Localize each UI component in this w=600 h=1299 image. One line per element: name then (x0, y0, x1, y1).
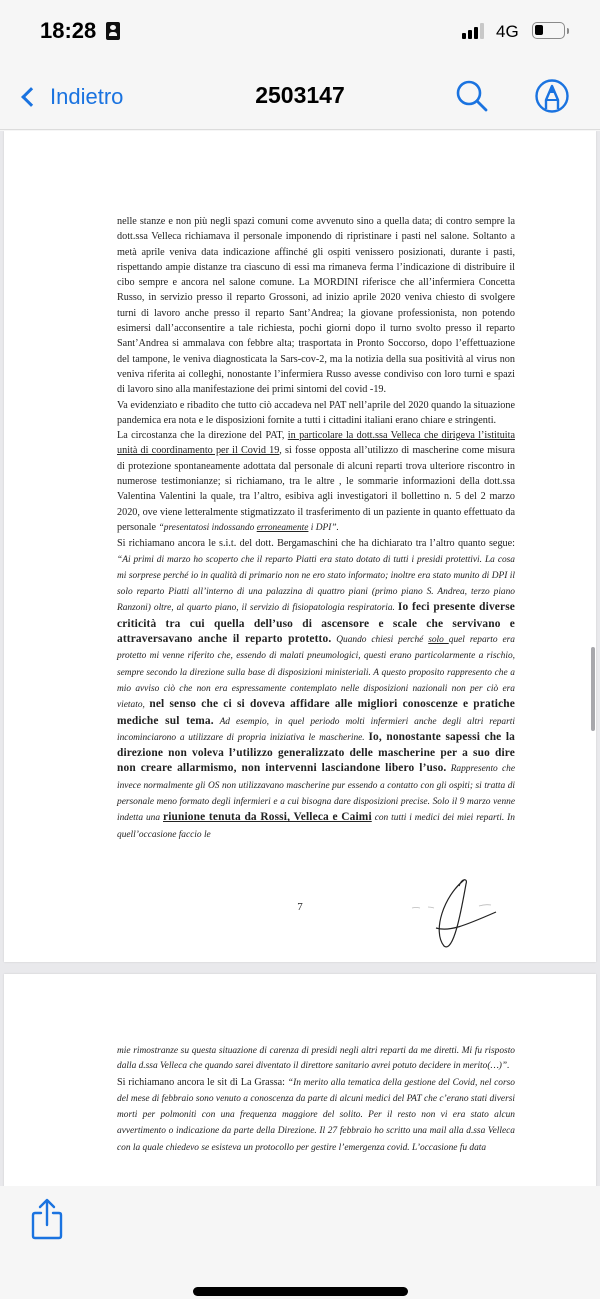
document-viewer[interactable] (0, 131, 600, 1186)
status-time: 18:28 (40, 18, 97, 43)
paragraph (117, 1075, 515, 1156)
battery-tip (567, 28, 569, 34)
markup-pen-icon (534, 78, 570, 114)
italic-quote: quel reparto era protetto mi venne riferito che, essendo di malati pneumologici, questi erano particolarmente a rischio, sempre secondo la direzione sulla base di disposizioni ministeriali. A questo proposito rappresento che a mio avviso ciò che non era espressamente contemplato nelle disposizioni nazionali non per ciò era vietato, (117, 635, 515, 711)
text-run: Si richiamano ancora le sit di La Grassa: (117, 1076, 288, 1088)
paragraph (117, 428, 515, 536)
italic-quote: con tutti i medici dei miei reparti. In quell’occasione faccio le (117, 813, 515, 840)
contact-card-icon (106, 22, 120, 40)
share-icon (30, 1198, 64, 1240)
vertical-scrollbar[interactable] (591, 647, 595, 731)
bottom-toolbar (0, 1186, 600, 1299)
network-type: 4G (496, 22, 519, 41)
back-button[interactable] (16, 80, 123, 114)
underlined-italic-text: solo (428, 635, 449, 646)
bold-underlined-highlight: riunione tenuta da Rossi, Velleca e Caimi (163, 811, 372, 824)
bold-highlight: Io feci presente diverse criticità tra cui quella dell’uso di ascensore e scale che servivano e attraversavano anche il reparto protetto. (117, 601, 515, 646)
bold-highlight: Io, nonostante sapessi che la direzione non voleva l’utilizzo generalizzato delle mascherine per a suo dire non creare allarmismo, non intervenni lasciandone libero l’uso. (117, 730, 515, 775)
share-button[interactable] (30, 1198, 64, 1240)
text-run: , si fosse opposta all’utilizzo di mascherine come misura di protezione spontaneamente adottata dal personale di alcuni reparti trova ulteriore riscontro in numerose testimonianze; si richiamano, tra le altre , le sommarie informazioni della dott.ssa Valentina Valentini la quale, tra l’altro, esibiva agli investigatori il bollettino n. 5 del 2 marzo 2020, ove viene letteralmente stigmatizzato il trasferimento di un paziente in quanto effettuato da personale (117, 445, 515, 533)
italic-quote: Rappresento che invece normalmente gli OS non utilizzavano mascherine pur essendo a contatto con gli ospiti; si tratta di personale meno formato degli infermieri e a cui bisogna dare disposizioni precise. Solo il 9 marzo venne indetta una (117, 764, 515, 824)
paragraph: mie rimostranze su questa situazione di carenza di presidi negli altri reparti da me diretti. Mi fu risposto dalla d.ssa Velleca che quando sarei diventato il direttore sanitario avrei potuto decidere in merito(…)”. (117, 1046, 515, 1072)
page-body-text (117, 1044, 515, 1156)
italic-quote: Ad esempio, in quel periodo molti infermieri anche degli altri reparti incominciarono a utilizzare di propria iniziativa le mascherine. (117, 716, 515, 743)
status-bar (0, 0, 600, 62)
markup-button[interactable] (534, 78, 570, 114)
chevron-left-icon (21, 87, 41, 107)
italic-quote: Quando chiesi perché (331, 635, 429, 646)
document-page-8 (4, 974, 596, 1186)
italic-quote: “In merito alla tematica della gestione del Covid, nel corso del mese di febbraio sono venuto a conoscenza da parte di alcuni medici del PAT che c’erano stati diversi morti per polmoniti con una frequenza maggiore del solito. Per il resto non vi era stato alcun avvertimento o indicazione da parte della Direzione. Il 27 febbraio ho scritto una mail alla d.ssa Velleca con la quale chiedevo se esisteva un protocollo per gestire l’emergenza covid. L’occasione fu data (117, 1077, 515, 1153)
document-page-7 (4, 131, 596, 962)
underlined-italic-text: erroneamente (256, 522, 309, 533)
paragraph: Va evidenziato e ribadito che tutto ciò accadeva nel PAT nell’aprile del 2020 quando la situazione pandemica era nota e le disposizioni fornite a tutti i cittadini italiani erano chiare e stringenti. (117, 399, 515, 426)
text-run: La circostanza che la direzione del PAT, (117, 430, 288, 442)
paragraph (117, 536, 515, 843)
document-title: 2503147 (255, 82, 345, 108)
battery-icon (532, 22, 565, 39)
italic-quote: “presentatosi indossando (158, 522, 257, 533)
navigation-bar (0, 62, 600, 130)
paragraph: nelle stanze e non più negli spazi comuni come avvenuto sino a quella data; di contro sempre la dott.ssa Velleca richiamava il personale imponendo di ripristinare i pasti nel salone. Soltanto a metà aprile veniva data indicazione affinché gli ospiti venissero posizionati, durante i pasti, rispettando ampie distanze tra ciascuno di essi ma rimaneva ferma l’indicazione di distribuire il cibo sempre e ancora nel salone comune. La MORDINI riferisce che all’infermiera Concetta Russo, in servizio presso il reparto Grossoni, ad inizio aprile 2020 veniva chiesto di svolgere turni di lavoro anche presso il reparto Sant’Andrea; la giovane professionista, non potendo esimersi dall’acconsentire a tale richiesta, pochi giorni dopo il turno svolto presso il reparto Sant’Andrea si ammalava con febbre alta; trasportata in Pronto Soccorso, dopo l’effettuazione del tampone, le veniva diagnosticata la Sars-cov-2, ma la notizia della sua positività al virus non veniva riferita ai colleghi, nonostante l’infermiera Russo avesse condiviso con loro turni e spazi di lavoro sino alla manifestazione dei primi sintomi del covid -19. (117, 216, 515, 396)
back-label: Indietro (50, 84, 124, 109)
home-indicator (193, 1287, 408, 1296)
italic-quote: “Ai primi di marzo ho scoperto che il reparto Piatti era stato dotato di tutti i presidi protettivi. La cosa mi sorprese perché io in qualità di primario non ne ero stato informato; inoltre era stato munito di DPI il solo reparto Piatti all’interno di una palazzina di quattro piani (primo piano S. Andrea, terzo piano Ranzoni) oltre, al quarto piano, il servizio di fisiopatologia respiratoria. (117, 554, 515, 614)
bold-highlight: nel senso che ci si doveva affidare alle migliori conoscenze e pratiche mediche sul tema. (117, 698, 515, 727)
italic-quote: i DPI”. (308, 522, 339, 533)
search-icon (454, 78, 490, 114)
text-run: Si richiamano ancora le s.i.t. del dott. Bergamaschini che ha dichiarato tra l’altro quanto segue: (117, 538, 515, 550)
search-button[interactable] (454, 78, 490, 114)
signal-icon (462, 23, 488, 39)
underlined-text: in particolare la dott.ssa Velleca che dirigeva l’istituita unità di coordinamento per il Covid 19 (117, 430, 515, 457)
signature-icon (404, 876, 514, 956)
page-number: 7 (297, 901, 303, 913)
page-body-text (117, 214, 515, 843)
